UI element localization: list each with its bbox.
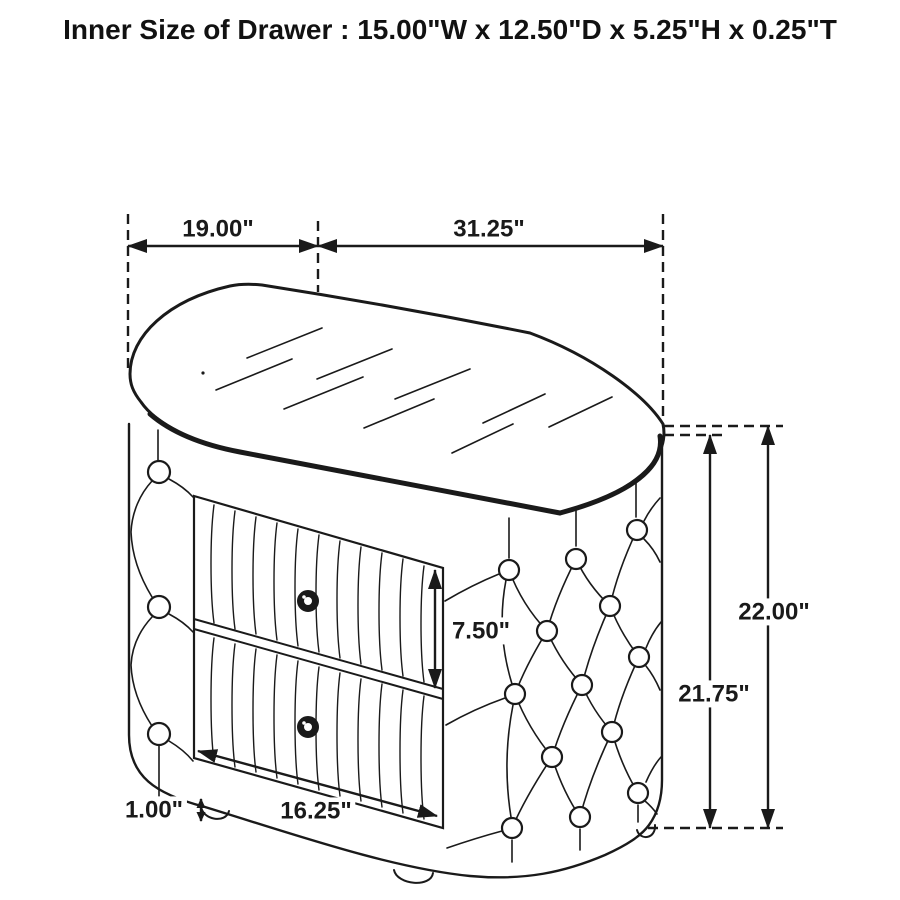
drawer-knob-lower	[301, 720, 316, 735]
drawer-divider	[194, 619, 443, 699]
dimension-label-top-width: 31.25"	[449, 215, 528, 242]
dimension-label-drawer-height: 7.50"	[448, 617, 514, 644]
dimension-label-drawer-width: 16.25"	[276, 797, 355, 824]
foot-center	[394, 870, 433, 883]
dimension-label-overall-height: 22.00"	[734, 598, 813, 625]
drawer-knob-upper	[301, 594, 316, 609]
dimension-label-foot-height: 1.00"	[121, 796, 187, 823]
dimension-label-body-height: 21.75"	[674, 680, 753, 707]
dimension-label-top-depth: 19.00"	[178, 215, 257, 242]
left-tufting-buttons	[148, 461, 170, 745]
top-surface-speck	[201, 371, 204, 374]
page-title: Inner Size of Drawer : 15.00"W x 12.50"D x 5.25"H x 0.25"T	[63, 14, 837, 45]
nightstand-drawing	[129, 284, 664, 883]
right-tufting-lattice	[445, 482, 661, 862]
